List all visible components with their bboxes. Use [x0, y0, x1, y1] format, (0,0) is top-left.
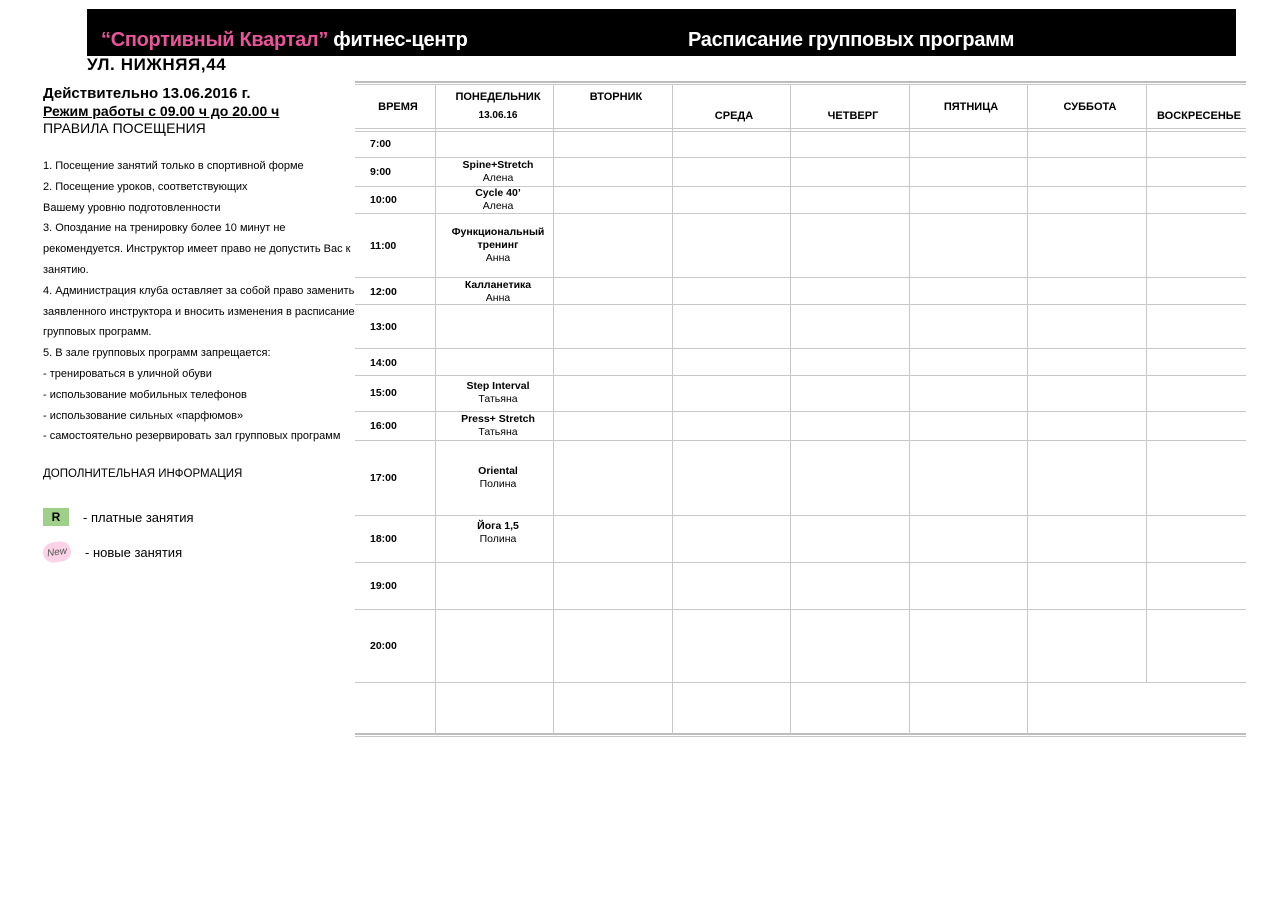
time-label: 16:00: [370, 420, 397, 432]
class-coach: Анна: [485, 292, 511, 304]
class-coach: Полина: [479, 478, 517, 490]
class-name: Press+ Stretch: [461, 413, 535, 425]
time-column-header: ВРЕМЯ: [378, 101, 418, 113]
time-label: 10:00: [370, 194, 397, 206]
rule-line: 2. Посещение уроков, соответствующих: [43, 180, 248, 193]
info-panel: [43, 85, 355, 447]
class-name: Cycle 40’: [475, 187, 521, 199]
class-cell: [475, 187, 521, 213]
time-label: 15:00: [370, 387, 397, 399]
ruble-icon: R: [43, 508, 69, 526]
rule-line: заявленного инструктора и вносить изменения в расписание: [43, 305, 355, 318]
brand-suffix: фитнес-центр: [328, 29, 468, 51]
time-label: 12:00: [370, 286, 397, 298]
rule-line: - использование сильных «парфюмов»: [43, 409, 244, 422]
rule-line: - самостоятельно резервировать зал групповых программ: [43, 430, 341, 443]
schedule-title: Расписание групповых программ: [688, 29, 1015, 51]
time-label: 7:00: [370, 138, 392, 150]
class-coach: Алена: [482, 172, 514, 184]
time-label: 11:00: [370, 240, 397, 252]
brand-title: [101, 29, 468, 52]
class-coach: Полина: [479, 533, 517, 545]
rule-line: - использование мобильных телефонов: [43, 388, 247, 401]
valid-date: Действительно 13.06.2016 г.: [43, 85, 251, 102]
new-badge-icon: New: [42, 540, 73, 564]
time-label: 9:00: [370, 166, 392, 178]
class-name: Oriental: [478, 465, 518, 477]
day-header-thursday: ЧЕТВЕРГ: [827, 110, 879, 122]
legend-new-label: - новые занятия: [85, 544, 183, 560]
class-cell: [463, 159, 534, 185]
class-cell: [443, 226, 553, 265]
class-coach: Алена: [482, 200, 514, 212]
address: УЛ. НИЖНЯЯ,44: [87, 55, 227, 74]
day-header-wednesday: СРЕДА: [714, 110, 754, 122]
rule-line: Вашему уровню подготовленности: [43, 201, 221, 214]
day-header-tuesday: ВТОРНИК: [589, 91, 643, 103]
time-label: 14:00: [370, 357, 397, 369]
day-header-friday: ПЯТНИЦА: [943, 101, 999, 113]
day-header-saturday: СУББОТА: [1063, 101, 1117, 113]
rules-list: [43, 156, 355, 447]
monday-date: 13.06.16: [478, 110, 518, 121]
working-hours: Режим работы с 09.00 ч до 20.00 ч: [43, 103, 280, 119]
header-bar: [87, 9, 1236, 56]
day-header-sunday: ВОСКРЕСЕНЬЕ: [1156, 110, 1242, 122]
class-name: Функциональный тренинг: [451, 226, 545, 251]
class-cell: [477, 520, 519, 546]
rule-line: - тренироваться в уличной обуви: [43, 367, 212, 380]
class-name: Йога 1,5: [477, 520, 519, 532]
legend-new: [43, 542, 182, 562]
legend-paid: [43, 507, 194, 527]
time-label: 19:00: [370, 580, 397, 592]
class-cell: [478, 465, 518, 491]
time-label: 18:00: [370, 533, 397, 545]
legend-paid-label: - платные занятия: [83, 509, 194, 525]
rule-line: 3. Опоздание на тренировку более 10 минут не: [43, 222, 286, 235]
class-coach: Татьяна: [478, 426, 518, 438]
rule-line: 5. В зале групповых программ запрещается:: [43, 347, 271, 360]
brand-name: “Спортивный Квартал”: [101, 29, 329, 51]
rule-line: занятию.: [43, 263, 89, 276]
day-header-monday: ПОНЕДЕЛЬНИК: [455, 91, 541, 103]
class-cell: [466, 380, 529, 406]
extra-info-title: ДОПОЛНИТЕЛЬНАЯ ИНФОРМАЦИЯ: [43, 468, 243, 480]
rules-title: ПРАВИЛА ПОСЕЩЕНИЯ: [43, 120, 206, 136]
time-label: 17:00: [370, 472, 397, 484]
rule-line: групповых программ.: [43, 326, 152, 339]
class-name: Step Interval: [466, 380, 530, 392]
rule-line: рекомендуется. Инструктор имеет право не допустить Вас к: [43, 243, 351, 256]
rule-line: 4. Администрация клуба оставляет за собой право заменить: [43, 284, 355, 297]
class-coach: Анна: [485, 252, 511, 264]
class-cell: [461, 413, 535, 439]
class-name: Калланетика: [464, 279, 532, 291]
class-cell: [465, 279, 531, 305]
rule-line: 1. Посещение занятий только в спортивной форме: [43, 160, 304, 172]
time-label: 20:00: [370, 640, 397, 652]
class-name: Spine+Stretch: [462, 159, 534, 171]
time-label: 13:00: [370, 321, 397, 333]
class-coach: Татьяна: [478, 393, 518, 405]
